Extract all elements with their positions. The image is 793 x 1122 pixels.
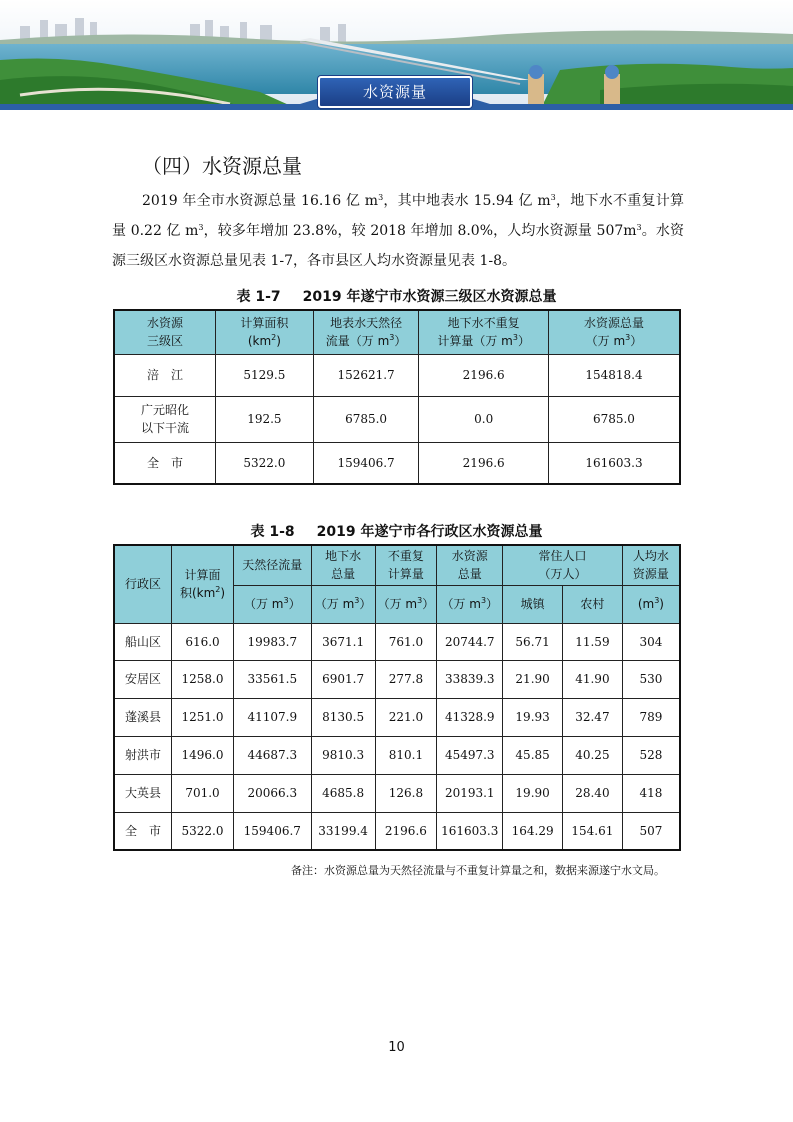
table2-body: [114, 623, 680, 850]
table1-cell: 161603.3: [548, 442, 680, 484]
table2-cell: 701.0: [172, 774, 234, 812]
table2-cell: 19983.7: [233, 623, 311, 660]
table2-cell: 20744.7: [437, 623, 503, 660]
table2-caption-number: 表 1-8: [250, 524, 295, 540]
table-row: [114, 354, 680, 396]
table1-header-total: 水资源总量 （万 $m^3$）: [548, 310, 680, 354]
table2-header-row-1: [114, 545, 680, 585]
table2-cell: 8130.5: [311, 698, 375, 736]
table2-header-population: 常住人口 （万人）: [503, 545, 623, 585]
table2-cell: 33839.3: [437, 660, 503, 698]
table2-cell: 20193.1: [437, 774, 503, 812]
para-text-2: ，其中地表水 15.94 亿 m: [383, 193, 551, 209]
table2-header-nonrep: 不重复 计算量: [375, 545, 437, 585]
table2-cell: 304: [622, 623, 680, 660]
table2-cell: 616.0: [172, 623, 234, 660]
table2-cell: 528: [622, 736, 680, 774]
page-number: 10: [388, 1040, 405, 1055]
para-text-1: 2019 年全市水资源总量 16.16 亿 m: [142, 193, 379, 209]
table1-cell: 全 市: [114, 442, 216, 484]
table2-cell: 20066.3: [233, 774, 311, 812]
table1-header-row: [114, 310, 680, 354]
table2-caption-title: 2019 年遂宁市各行政区水资源总量: [316, 524, 543, 540]
table1-cell: 0.0: [419, 396, 548, 442]
table2-cell: 11.59: [563, 623, 623, 660]
table2-cell: 530: [622, 660, 680, 698]
section-title: （四）水资源总量: [142, 154, 302, 178]
table2-cell: 33561.5: [233, 660, 311, 698]
table2-cell: 船山区: [114, 623, 172, 660]
table2-cell: 21.90: [503, 660, 563, 698]
table2-cell: 45.85: [503, 736, 563, 774]
para-text-3: ，地下水不重复计算量 0.22 亿 m: [112, 193, 684, 239]
sup: 3: [550, 193, 556, 202]
table2-cell: 19.93: [503, 698, 563, 736]
table2-cell: 45497.3: [437, 736, 503, 774]
para-text-4: ，较多年增加 23.8%，较 2018 年增加 8.0%，人均水资源量 507m: [203, 223, 637, 239]
table2-cell: 126.8: [375, 774, 437, 812]
table2-unit-ground: （万 $m^3$）: [311, 585, 375, 623]
table2-header-rural: 农村: [563, 585, 623, 623]
table1-cell: 广元昭化 以下干流: [114, 396, 216, 442]
table-row: [114, 736, 680, 774]
table2-cell: 33199.4: [311, 812, 375, 850]
table2-cell: 4685.8: [311, 774, 375, 812]
table2-cell: 221.0: [375, 698, 437, 736]
table-row: [114, 660, 680, 698]
table2-header-natural: 天然径流量: [233, 545, 311, 585]
table1-cell: 6785.0: [548, 396, 680, 442]
table1-cell: 159406.7: [313, 442, 419, 484]
table-row: [114, 812, 680, 850]
table2-cell: 32.47: [563, 698, 623, 736]
table2-unit-natural: （万 $m^3$）: [233, 585, 311, 623]
table2-cell: 射洪市: [114, 736, 172, 774]
table1-header-surface: 地表水天然径 流量（万 $m^3$）: [313, 310, 419, 354]
table2-cell: 1496.0: [172, 736, 234, 774]
table1-caption-number: 表 1-7: [236, 289, 281, 305]
table2-cell: 161603.3: [437, 812, 503, 850]
table2-cell: 蓬溪县: [114, 698, 172, 736]
table2-cell: 56.71: [503, 623, 563, 660]
table2-header-area: 计算面 积$(km^2)$: [172, 545, 234, 623]
table-row: [114, 698, 680, 736]
table2-cell: 2196.6: [375, 812, 437, 850]
table2-cell: 安居区: [114, 660, 172, 698]
table2-cell: 41328.9: [437, 698, 503, 736]
table1-header-ground: 地下水不重复 计算量（万 $m^3$）: [419, 310, 548, 354]
table2-header-total: 水资源 总量: [437, 545, 503, 585]
section-tab: 水资源量: [318, 76, 472, 108]
table1-cell: 152621.7: [313, 354, 419, 396]
table1-cell: 5322.0: [216, 442, 314, 484]
sup: 3: [636, 223, 642, 232]
table2-cell: 3671.1: [311, 623, 375, 660]
table2-cell: 789: [622, 698, 680, 736]
table2-header-ground: 地下水 总量: [311, 545, 375, 585]
table-row: [114, 396, 680, 442]
table2-unit-total: （万 $m^3$）: [437, 585, 503, 623]
table-row: [114, 623, 680, 660]
table2-cell: 全 市: [114, 812, 172, 850]
table2-cell: 164.29: [503, 812, 563, 850]
table2-cell: 277.8: [375, 660, 437, 698]
table1-cell: 涪 江: [114, 354, 216, 396]
table2-cell: 418: [622, 774, 680, 812]
table2-cell: 507: [622, 812, 680, 850]
para-text-5: 。水资源三级区水资源总量见表 1-7，各市县区人均水资源量见表 1-8。: [112, 223, 685, 269]
table2-cell: 44687.3: [233, 736, 311, 774]
table1-cell: 154818.4: [548, 354, 680, 396]
table-1-7: [113, 309, 681, 485]
table1-cell: 192.5: [216, 396, 314, 442]
body-paragraph: [112, 186, 684, 276]
table2-unit-nonrep: （万 $m^3$）: [375, 585, 437, 623]
sup: 3: [198, 223, 204, 232]
table2-caption: [0, 521, 793, 541]
table2-cell: 41107.9: [233, 698, 311, 736]
table2-header-urban: 城镇: [503, 585, 563, 623]
table2-cell: 1258.0: [172, 660, 234, 698]
table2-cell: 1251.0: [172, 698, 234, 736]
table-1-8: [113, 544, 681, 851]
table2-cell: 大英县: [114, 774, 172, 812]
table1-header-region: 水资源 三级区: [114, 310, 216, 354]
table2-cell: 40.25: [563, 736, 623, 774]
table2-cell: 5322.0: [172, 812, 234, 850]
table2-cell: 810.1: [375, 736, 437, 774]
table2-cell: 41.90: [563, 660, 623, 698]
table2-cell: 761.0: [375, 623, 437, 660]
table2-unit-percap: $(m^3)$: [622, 585, 680, 623]
table2-cell: 159406.7: [233, 812, 311, 850]
table-row: [114, 774, 680, 812]
table2-header-district: 行政区: [114, 545, 172, 623]
table1-cell: 6785.0: [313, 396, 419, 442]
sup: 3: [378, 193, 384, 202]
table2-header-percap: 人均水 资源量: [622, 545, 680, 585]
table1-cell: 2196.6: [419, 442, 548, 484]
table2-cell: 19.90: [503, 774, 563, 812]
table1-cell: 5129.5: [216, 354, 314, 396]
table1-caption: [0, 286, 793, 306]
table2-cell: 28.40: [563, 774, 623, 812]
table2-cell: 154.61: [563, 812, 623, 850]
header-banner: [0, 0, 793, 110]
table2-cell: 9810.3: [311, 736, 375, 774]
table1-caption-title: 2019 年遂宁市水资源三级区水资源总量: [302, 289, 557, 305]
table-row: [114, 442, 680, 484]
table2-cell: 6901.7: [311, 660, 375, 698]
table-note: 备注：水资源总量为天然径流量与不重复计算量之和，数据来源遂宁水文局。: [291, 864, 665, 877]
table1-header-area: 计算面积 $(km^2)$: [216, 310, 314, 354]
table1-cell: 2196.6: [419, 354, 548, 396]
